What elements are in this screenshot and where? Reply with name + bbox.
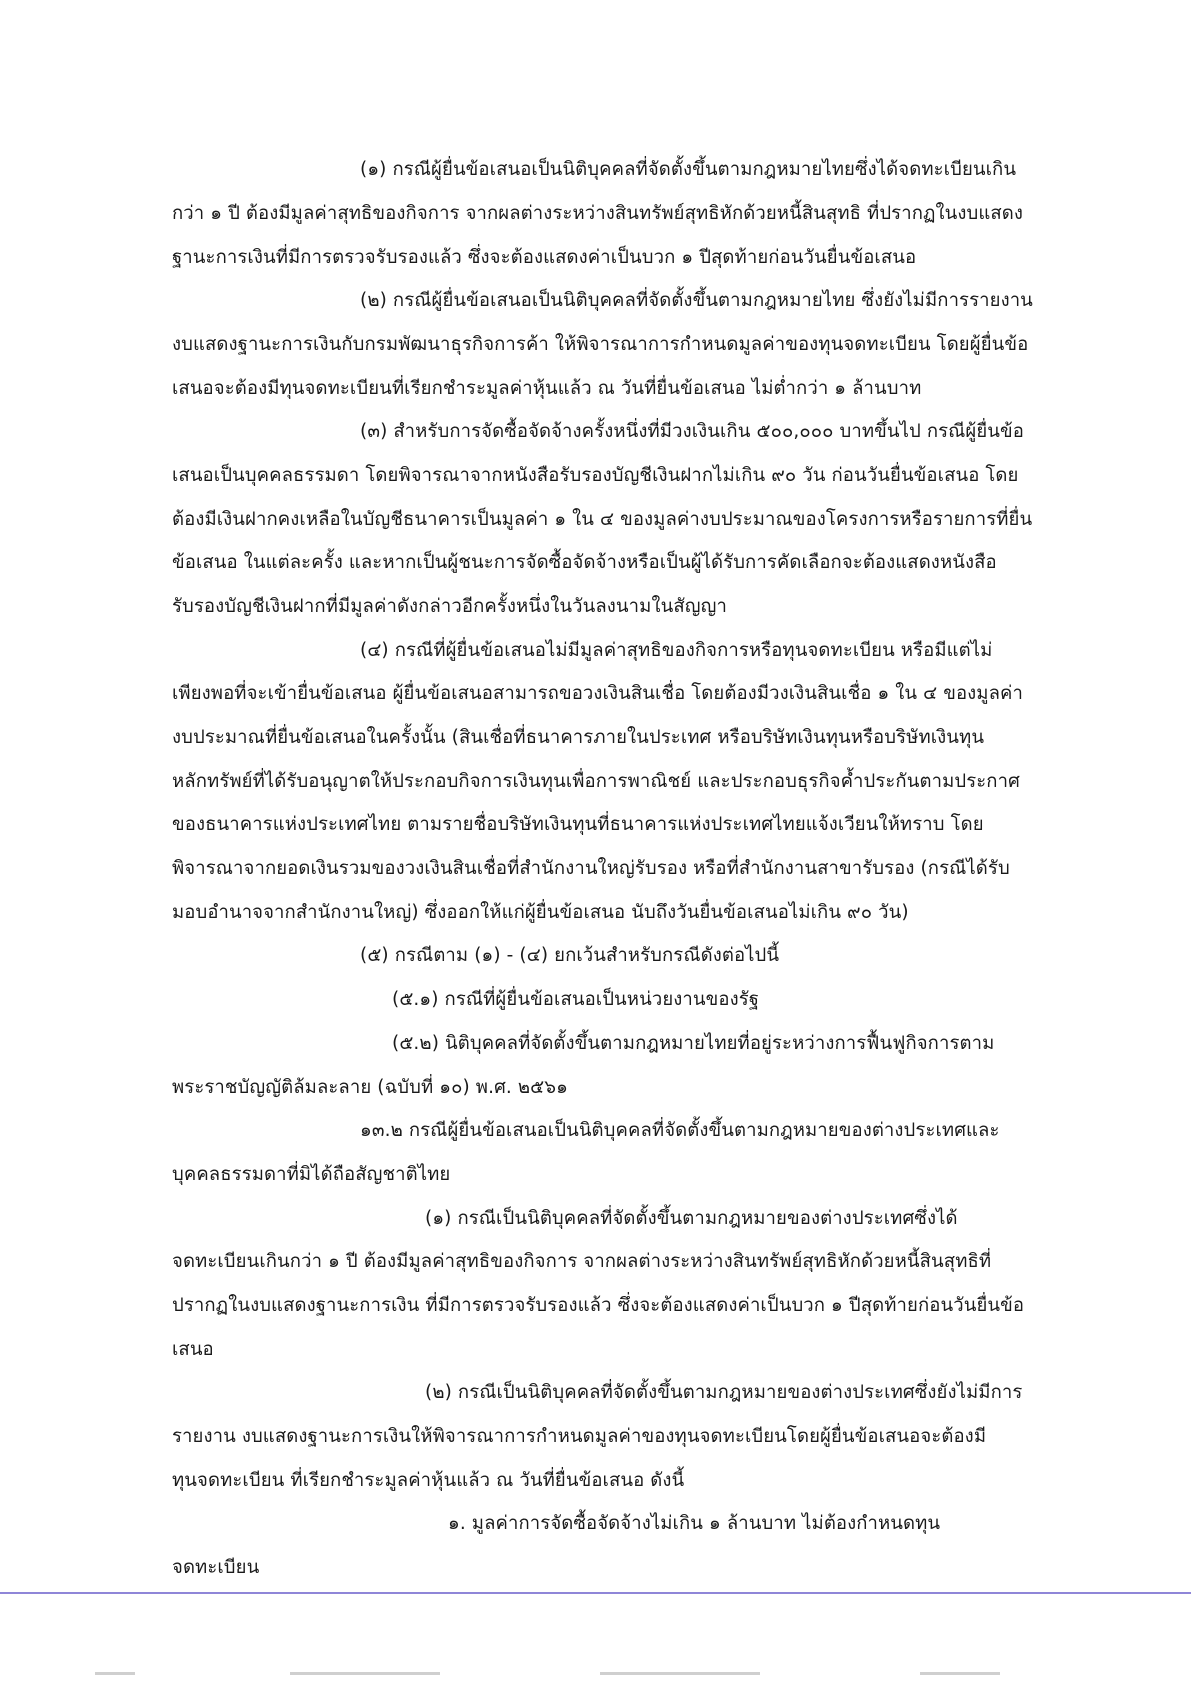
scan-edge-line (0, 1592, 1191, 1594)
text-line: เพียงพอที่จะเข้ายื่นข้อเสนอ ผู้ยื่นข้อเสนอสามารถขอวงเงินสินเชื่อ โดยต้องมีวงเงินสินเชื่อ ๑ ใน ๔ ของมูลค่า (172, 683, 1023, 704)
text-line: (๒) กรณีผู้ยื่นข้อเสนอเป็นนิติบุคคลที่จัดตั้งขึ้นตามกฎหมายไทย ซึ่งยังไม่มีการรายงาน (360, 290, 1033, 311)
scan-artifact (920, 1672, 1000, 1675)
text-line: เสนอจะต้องมีทุนจดทะเบียนที่เรียกชำระมูลค่าหุ้นแล้ว ณ วันที่ยื่นข้อเสนอ ไม่ต่ำกว่า ๑ ล้านบาท (172, 378, 922, 399)
text-line: ทุนจดทะเบียน ที่เรียกชำระมูลค่าหุ้นแล้ว ณ วันที่ยื่นข้อเสนอ ดังนี้ (172, 1470, 685, 1491)
text-line: จดทะเบียน (172, 1557, 260, 1578)
text-line: ๑๓.๒ กรณีผู้ยื่นข้อเสนอเป็นนิติบุคคลที่จัดตั้งขึ้นตามกฎหมายของต่างประเทศและ (360, 1120, 1000, 1141)
text-line: (๑) กรณีเป็นนิติบุคคลที่จัดตั้งขึ้นตามกฎหมายของต่างประเทศซึ่งได้ (425, 1208, 958, 1229)
scan-artifact (290, 1672, 440, 1675)
text-line: เสนอเป็นบุคคลธรรมดา โดยพิจารณาจากหนังสือรับรองบัญชีเงินฝากไม่เกิน ๙๐ วัน ก่อนวันยื่นข้อเสนอ โดย (172, 465, 1019, 486)
text-line: ข้อเสนอ ในแต่ละครั้ง และหากเป็นผู้ชนะการจัดซื้อจัดจ้างหรือเป็นผู้ได้รับการคัดเลือกจะต้องแสดงหนังสือ (172, 552, 997, 573)
text-line: บุคคลธรรมดาที่มิได้ถือสัญชาติไทย (172, 1164, 451, 1185)
text-line: ของธนาคารแห่งประเทศไทย ตามรายชื่อบริษัทเงินทุนที่ธนาคารแห่งประเทศไทยแจ้งเวียนให้ทราบ โดย (172, 814, 984, 835)
scan-artifact (95, 1672, 135, 1675)
text-line: เสนอ (172, 1339, 214, 1360)
text-line: (๓) สำหรับการจัดซื้อจัดจ้างครั้งหนึ่งที่มีวงเงินเกิน ๕๐๐,๐๐๐ บาทขึ้นไป กรณีผู้ยื่นข้อ (360, 421, 1025, 442)
text-line: ฐานะการเงินที่มีการตรวจรับรองแล้ว ซึ่งจะต้องแสดงค่าเป็นบวก ๑ ปีสุดท้ายก่อนวันยื่นข้อเสนอ (172, 247, 917, 268)
text-line: ๑. มูลค่าการจัดซื้อจัดจ้างไม่เกิน ๑ ล้านบาท ไม่ต้องกำหนดทุน (448, 1513, 941, 1534)
text-line: ปรากฏในงบแสดงฐานะการเงิน ที่มีการตรวจรับรองแล้ว ซึ่งจะต้องแสดงค่าเป็นบวก ๑ ปีสุดท้ายก่อนวันยื่นข้อ (172, 1295, 1025, 1316)
scan-artifact (600, 1672, 760, 1675)
text-line: (๔) กรณีที่ผู้ยื่นข้อเสนอไม่มีมูลค่าสุทธิของกิจการหรือทุนจดทะเบียน หรือมีแต่ไม่ (360, 640, 993, 661)
text-line: หลักทรัพย์ที่ได้รับอนุญาตให้ประกอบกิจการเงินทุนเพื่อการพาณิชย์ และประกอบธุรกิจค้ำประกันตามประกาศ (172, 771, 1020, 792)
text-line: รายงาน งบแสดงฐานะการเงินให้พิจารณาการกำหนดมูลค่าของทุนจดทะเบียนโดยผู้ยื่นข้อเสนอจะต้องมี (172, 1426, 987, 1447)
text-line: พระราชบัญญัติล้มละลาย (ฉบับที่ ๑๐) พ.ศ. ๒๕๖๑ (172, 1077, 568, 1098)
text-line: งบแสดงฐานะการเงินกับกรมพัฒนาธุรกิจการค้า ให้พิจารณาการกำหนดมูลค่าของทุนจดทะเบียน โดยผู้ยื่นข้อ (172, 334, 1029, 355)
text-line: พิจารณาจากยอดเงินรวมของวงเงินสินเชื่อที่สำนักงานใหญ่รับรอง หรือที่สำนักงานสาขารับรอง (กรณีได้รับ (172, 858, 1010, 879)
text-line: จดทะเบียนเกินกว่า ๑ ปี ต้องมีมูลค่าสุทธิของกิจการ จากผลต่างระหว่างสินทรัพย์สุทธิหักด้วยหนี้สินสุทธิที่ (172, 1251, 992, 1272)
text-line: (๑) กรณีผู้ยื่นข้อเสนอเป็นนิติบุคคลที่จัดตั้งขึ้นตามกฎหมายไทยซึ่งได้จดทะเบียนเกิน (360, 159, 1017, 180)
text-line: (๕.๑) กรณีที่ผู้ยื่นข้อเสนอเป็นหน่วยงานของรัฐ (392, 989, 760, 1010)
text-line: ต้องมีเงินฝากคงเหลือในบัญชีธนาคารเป็นมูลค่า ๑ ใน ๔ ของมูลค่างบประมาณของโครงการหรือรายการที่ยื่น (172, 509, 1033, 530)
text-line: งบประมาณที่ยื่นข้อเสนอในครั้งนั้น (สินเชื่อที่ธนาคารภายในประเทศ หรือบริษัทเงินทุนหรือบริษัทเงินทุน (172, 727, 985, 748)
text-line: (๕) กรณีตาม (๑) - (๔) ยกเว้นสำหรับกรณีดังต่อไปนี้ (360, 945, 780, 966)
text-line: กว่า ๑ ปี ต้องมีมูลค่าสุทธิของกิจการ จากผลต่างระหว่างสินทรัพย์สุทธิหักด้วยหนี้สินสุทธิ ที่ปรากฏในงบแสดง (172, 203, 1024, 224)
text-line: มอบอำนาจจากสำนักงานใหญ่) ซึ่งออกให้แก่ผู้ยื่นข้อเสนอ นับถึงวันยื่นข้อเสนอไม่เกิน ๙๐ วัน) (172, 902, 909, 923)
text-line: รับรองบัญชีเงินฝากที่มีมูลค่าดังกล่าวอีกครั้งหนึ่งในวันลงนามในสัญญา (172, 596, 727, 617)
text-line: (๕.๒) นิติบุคคลที่จัดตั้งขึ้นตามกฎหมายไทยที่อยู่ระหว่างการฟื้นฟูกิจการตาม (392, 1033, 995, 1054)
text-line: (๒) กรณีเป็นนิติบุคคลที่จัดตั้งขึ้นตามกฎหมายของต่างประเทศซึ่งยังไม่มีการ (425, 1382, 1023, 1403)
